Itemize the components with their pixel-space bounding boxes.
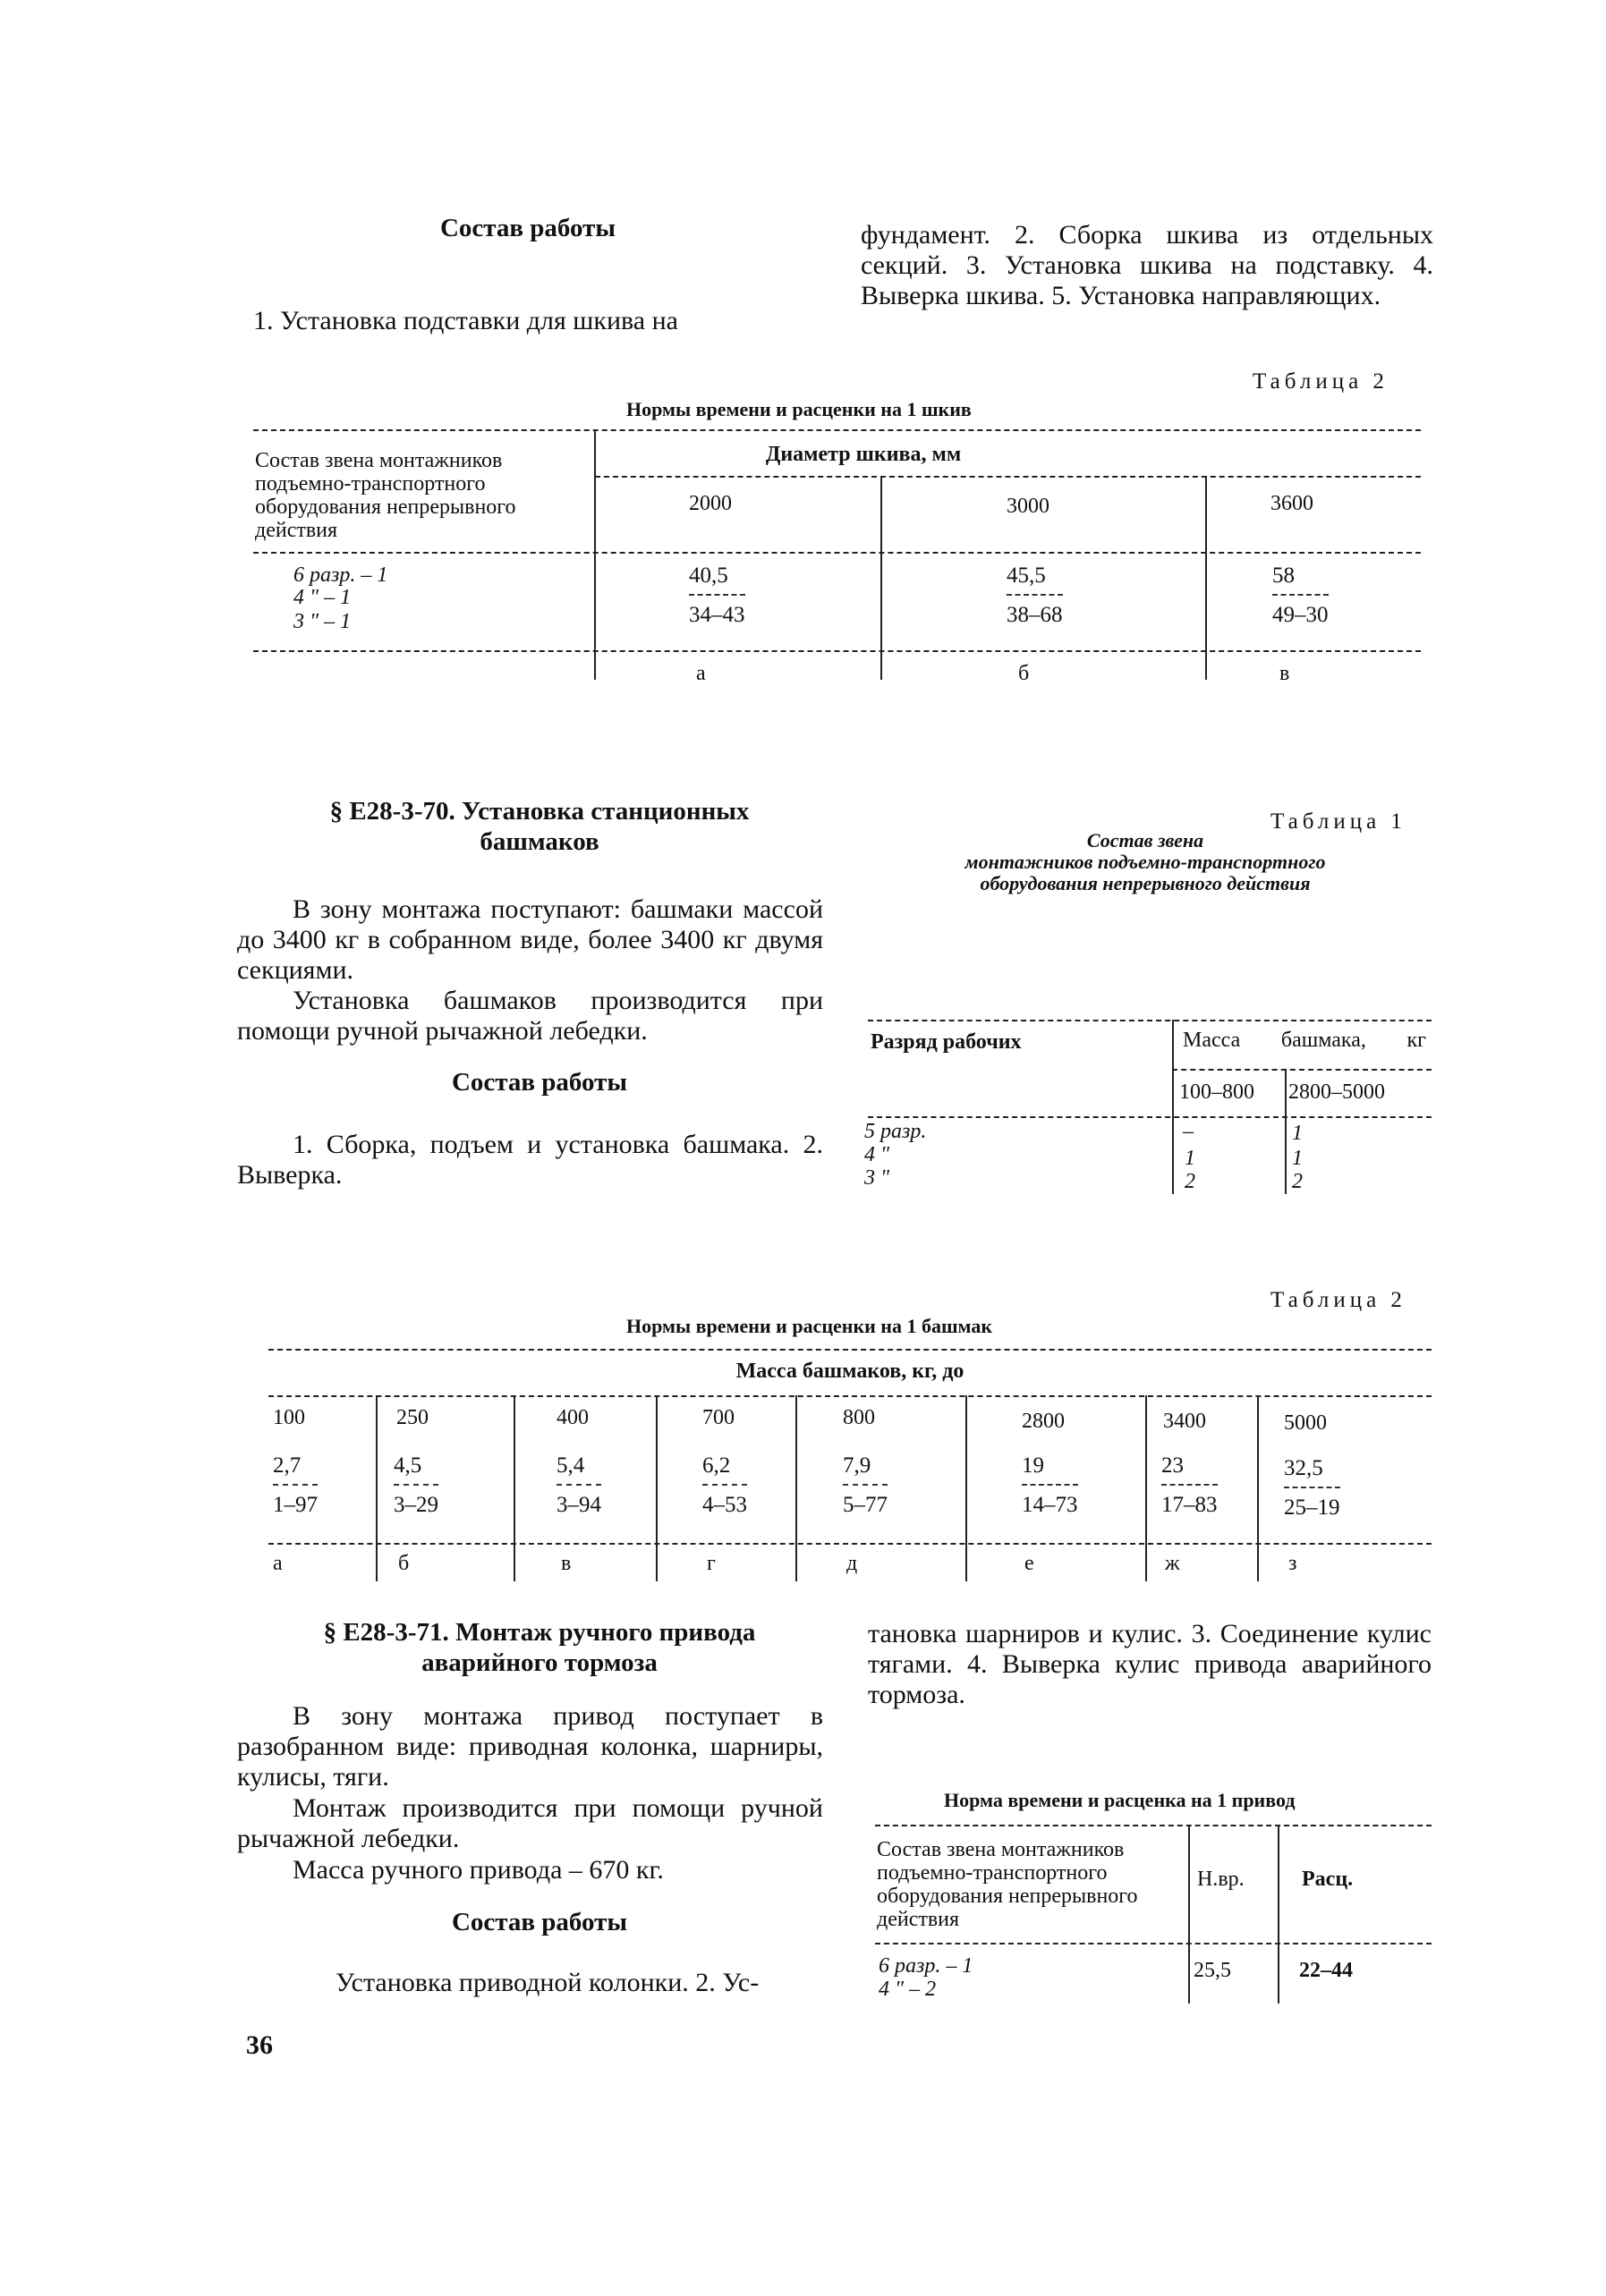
mass-column-header: 2800–5000 <box>1288 1080 1385 1104</box>
mass-column-header: 250 <box>396 1406 429 1429</box>
rank-label: 5 разр. <box>864 1120 927 1143</box>
rate-value: 1–97 <box>273 1484 318 1518</box>
section-heading-line: аварийного тормоза <box>421 1648 658 1677</box>
paragraph: В зону монтажа поступают: башмаки массой до 3400 кг в собранном виде, более 3400 кг двумя секциями. <box>237 894 823 985</box>
rate-value: 38–68 <box>1007 594 1063 628</box>
crew-header: Состав звена монтажников подъемно-транспортного оборудования непрерывного действия <box>255 449 516 542</box>
rank-label: 4 " <box>864 1143 890 1166</box>
column-letter: е <box>1024 1552 1034 1575</box>
crew-table-title-line: оборудования непрерывного действия <box>980 872 1311 894</box>
crew-count: 2 <box>1185 1170 1195 1193</box>
column-letter: г <box>707 1552 716 1575</box>
crew-rank: 3 " – 1 <box>293 610 352 633</box>
norm-rate-cell <box>273 1453 318 1518</box>
column-letter: в <box>1279 662 1290 685</box>
column-header: 2000 <box>689 492 732 515</box>
paragraph: Монтаж производится при помощи ручной рычажной лебедки. <box>237 1793 823 1853</box>
norm-value: 2,7 <box>273 1453 302 1478</box>
norm-value: 6,2 <box>702 1453 731 1478</box>
crew-rank: 4 " – 2 <box>879 1978 937 2001</box>
work-step-left-1: 1. Установка подставки для шкива на <box>253 306 678 335</box>
paragraph: В зону монтажа привод поступает в разобранном виде: приводная колонка, шарниры, кулисы, тяги. <box>237 1701 823 1792</box>
mass-column-header: 700 <box>702 1406 735 1429</box>
rate-value: 3–94 <box>557 1484 601 1518</box>
norm-rate-cell <box>689 563 745 628</box>
norm-rate-cell <box>702 1453 747 1518</box>
norm-value: 58 <box>1272 563 1295 588</box>
rate-value: 5–77 <box>843 1484 888 1518</box>
section-heading-line: башмаков <box>480 827 599 856</box>
mass-group-header: Масса башмаков, кг, до <box>735 1360 964 1383</box>
mass-column-header: 400 <box>557 1406 589 1429</box>
work-step-right-3: тановка шарниров и кулис. 3. Соединение кулис тягами. 4. Выверка кулис привода аварийного тормоза. <box>868 1619 1432 1709</box>
crew-table-title-line: Состав звена <box>1086 829 1204 851</box>
work-composition-heading-2: Состав работы <box>451 1068 628 1097</box>
column-letter: д <box>846 1552 858 1575</box>
rate-value: 22–44 <box>1299 1959 1353 1982</box>
work-composition-heading-3: Состав работы <box>451 1908 628 1936</box>
crew-header: Состав звена монтажников подъемно-транспортного оборудования непрерывного действия <box>877 1838 1138 1931</box>
rank-label: 3 " <box>864 1166 890 1190</box>
crew-count: – <box>1183 1120 1194 1143</box>
rate-value: 3–29 <box>394 1484 438 1518</box>
mass-header: Масса башмака, кг <box>1183 1029 1426 1052</box>
norm-value: 45,5 <box>1007 563 1046 588</box>
table-label-2-1: Таблица 1 <box>1270 809 1406 834</box>
crew-count: 1 <box>1292 1147 1303 1170</box>
mass-column-header: 100 <box>273 1406 305 1429</box>
mass-column-header: 800 <box>843 1406 875 1429</box>
mass-column-header: 2800 <box>1022 1410 1065 1433</box>
crew-rank: 6 разр. – 1 <box>879 1954 973 1978</box>
rate-value: 34–43 <box>689 594 745 628</box>
rate-value: 14–73 <box>1022 1484 1078 1518</box>
rate-value: 49–30 <box>1272 594 1329 628</box>
work-composition-heading-1: Состав работы <box>439 214 616 242</box>
crew-count: 2 <box>1292 1170 1303 1193</box>
crew-table-title-line: монтажников подъемно-транспортного <box>964 851 1326 873</box>
norm-rate-cell <box>1272 563 1329 628</box>
table-title-3: Норма времени и расценка на 1 привод <box>944 1789 1296 1811</box>
crew-rank: 4 " – 1 <box>293 586 352 609</box>
mass-column-header: 100–800 <box>1179 1080 1254 1104</box>
norm-value: 40,5 <box>689 563 728 588</box>
rate-header: Расц. <box>1302 1868 1354 1891</box>
rate-value: 17–83 <box>1161 1484 1218 1518</box>
crew-table-title <box>859 830 1432 894</box>
norm-value: 23 <box>1161 1453 1184 1478</box>
norm-value: 7,9 <box>843 1453 871 1478</box>
column-header: 3000 <box>1007 495 1049 518</box>
work-steps-2: 1. Сборка, подъем и установка башмака. 2. Выверка. <box>237 1130 823 1190</box>
norm-value: 19 <box>1022 1453 1044 1478</box>
mass-column-header: 5000 <box>1284 1411 1327 1435</box>
norm-rate-cell <box>1022 1453 1078 1518</box>
norm-rate-cell <box>843 1453 888 1518</box>
section-heading-e28-3-71 <box>253 1617 826 1678</box>
norm-value: 5,4 <box>557 1453 585 1478</box>
mass-column-header: 3400 <box>1163 1410 1206 1433</box>
work-step-right-1: фундамент. 2. Сборка шкива из отдельных секций. 3. Установка шкива на подставку. 4. Выверка шкива. 5. Установка направляющих. <box>861 220 1433 310</box>
norm-header: Н.вр. <box>1197 1868 1245 1891</box>
column-header: 3600 <box>1270 492 1313 515</box>
paragraph: Установка башмаков производится при помощи ручной рычажной лебедки. <box>237 986 823 1046</box>
work-step-left-3: Установка приводной колонки. 2. Ус- <box>336 1968 760 1997</box>
table-label-2-2: Таблица 2 <box>1270 1288 1406 1312</box>
page-number: 36 <box>246 2030 273 2060</box>
column-letter: з <box>1288 1552 1297 1575</box>
norm-rate-cell <box>394 1453 438 1518</box>
crew-count: 1 <box>1185 1147 1195 1170</box>
norm-rate-cell <box>1007 563 1063 628</box>
crew-rank: 6 разр. – 1 <box>293 563 388 587</box>
column-letter: ж <box>1165 1552 1180 1575</box>
table-title-2-2: Нормы времени и расценки на 1 башмак <box>626 1315 993 1337</box>
rank-header: Разряд рабочих <box>871 1030 1022 1054</box>
column-letter: б <box>398 1552 410 1575</box>
norm-value: 32,5 <box>1284 1456 1323 1480</box>
column-letter: в <box>561 1552 572 1575</box>
crew-count: 1 <box>1292 1122 1303 1145</box>
paragraph: Масса ручного привода – 670 кг. <box>293 1855 664 1885</box>
rate-value: 25–19 <box>1284 1487 1340 1521</box>
norm-rate-cell <box>557 1453 601 1518</box>
norm-value: 25,5 <box>1194 1959 1231 1982</box>
section-heading-line: § Е28-3-71. Монтаж ручного привода <box>323 1618 756 1647</box>
table-label-1: Таблица 2 <box>1253 369 1389 394</box>
norm-rate-cell <box>1161 1453 1218 1518</box>
table-title-1: Нормы времени и расценки на 1 шкив <box>626 398 972 420</box>
norm-rate-cell <box>1284 1456 1340 1521</box>
column-letter: а <box>273 1552 283 1575</box>
section-heading-e28-3-70 <box>253 796 826 857</box>
column-letter: б <box>1018 662 1030 685</box>
norm-value: 4,5 <box>394 1453 422 1478</box>
rate-value: 4–53 <box>702 1484 747 1518</box>
column-letter: а <box>696 662 706 685</box>
section-heading-line: § Е28-3-70. Установка станционных <box>329 797 750 826</box>
diameter-header: Диаметр шкива, мм <box>765 443 962 466</box>
